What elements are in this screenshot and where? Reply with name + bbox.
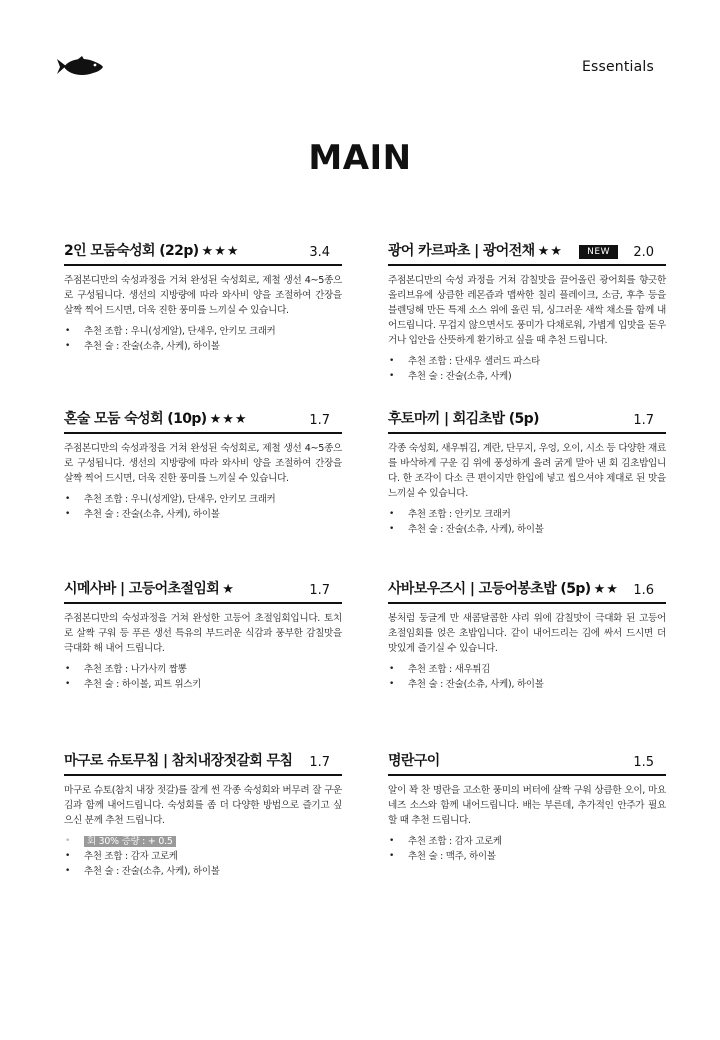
recommended-drink: • 추천 술 : 잔술(소츄, 사케), 하이볼 — [388, 677, 666, 692]
menu-item — [64, 410, 342, 522]
recommended-combo: • 추천 조합 : 우니(성게알), 단새우, 안키모 크래커 — [64, 324, 342, 339]
menu-item-name: 명란구이 — [388, 753, 440, 769]
recommended-drink: • 추천 술 : 잔술(소츄, 사케), 하이볼 — [64, 507, 342, 522]
menu-item-description: 주점본디만의 숙성과정을 거쳐 완성한 고등어 초절임회입니다. 토치로 살짝 구워 등 푸른 생선 특유의 부드러운 식감과 풍부한 감칠맛을 극대화 해 내어 드립니다. — [64, 613, 342, 654]
recommended-combo: • 추천 조합 : 나가사끼 짬뽕 — [64, 662, 342, 677]
recommended-drink: • 추천 술 : 잔술(소츄, 사케) — [388, 369, 666, 384]
menu-item — [64, 242, 342, 354]
menu-item-name: 마구로 슈토무침 | 참치내장젓갈회 무침 — [64, 753, 293, 769]
menu-item — [64, 580, 342, 692]
recommendation-list — [64, 324, 342, 354]
new-badge: NEW — [579, 245, 618, 259]
recommendation-list — [64, 492, 342, 522]
menu-item-header — [64, 752, 342, 776]
extra-option — [64, 834, 342, 849]
menu-item-price: 1.7 — [633, 413, 654, 428]
menu-item-header — [64, 242, 342, 266]
menu-item-name: 후토마끼 | 회김초밥 (5p) — [388, 411, 539, 427]
rating-stars: ★★ — [593, 582, 619, 597]
recommendation-list — [388, 662, 666, 692]
menu-item-header — [388, 242, 666, 266]
rating-stars: ★★★ — [201, 244, 240, 259]
menu-item-description: 알이 꽉 찬 명란을 고소한 풍미의 버터에 살짝 구워 상큼한 오이, 마요네즈 소스와 함께 내어드립니다. 배는 부른데, 추가적인 안주가 필요할 때 추천 드립니다. — [388, 785, 666, 826]
recommended-combo: • 추천 조합 : 안키모 크래커 — [388, 507, 666, 522]
menu-item-header — [388, 580, 666, 604]
extra-option-highlight: 회 30% 증량 : + 0.5 — [84, 836, 176, 847]
recommendation-list — [388, 354, 666, 384]
menu-item-description: 주점본디만의 숙성과정을 거쳐 완성된 숙성회로, 제철 생선 4~5종으로 구성됩니다. 생선의 지방량에 따라 와사비 양을 조절하여 간장을 살짝 찍어 드시면, 더욱 진한 풍미를 느끼실 수 있습니다. — [64, 443, 342, 484]
menu-item — [388, 410, 666, 537]
menu-item-description: 봉처럼 둥글게 만 새콤달콤한 샤리 위에 감칠맛이 극대화 된 고등어 초절임회를 얹은 초밥입니다. 같이 내어드리는 김에 싸서 드시면 더 맛있게 즐기실 수 있습니다. — [388, 613, 666, 654]
page-title: MAIN — [308, 138, 412, 178]
recommendation-list — [64, 834, 342, 879]
rating-stars: ★★★ — [209, 412, 248, 427]
recommended-combo: • 추천 조합 : 감자 고로케 — [64, 849, 342, 864]
recommendation-list — [388, 507, 666, 537]
menu-item-description: 주점본디만의 숙성과정을 거쳐 완성된 숙성회로, 제철 생선 4~5종으로 구성됩니다. 생선의 지방량에 따라 와사비 양을 조절하여 간장을 살짝 찍어 드시면, 더욱 진한 풍미를 느끼실 수 있습니다. — [64, 275, 342, 316]
rating-stars: ★★ — [537, 244, 563, 259]
recommended-drink: • 추천 술 : 잔술(소츄, 사케), 하이볼 — [64, 339, 342, 354]
menu-item-header — [388, 752, 666, 776]
header — [0, 0, 720, 100]
menu-item-header — [388, 410, 666, 434]
menu-item-name: 사바보우즈시 | 고등어봉초밥 (5p) ★★ — [388, 581, 619, 597]
recommended-drink: • 추천 술 : 맥주, 하이볼 — [388, 849, 666, 864]
menu-item — [388, 580, 666, 692]
menu-item-header — [64, 410, 342, 434]
menu-item-description: 주점본디만의 숙성 과정을 거쳐 감칠맛을 끌어올린 광어회를 향긋한 올리브유에 상큼한 레몬즙과 맵싸한 칠리 플레이크, 소금, 후추 등을 블렌딩해 만든 특제 소스 위에 올린 뒤, 싱그러운 새싹 채소를 함께 내어드립니다. 무겁지 않으면서도 풍미가 다채로워, 가볍게 입맛을 돋우거나 입안을 산뜻하게 환기하고 싶을 때 추천 드립니다. — [388, 275, 666, 346]
menu-item-price: 1.7 — [309, 413, 330, 428]
menu-item-name: 광어 카르파초 | 광어전채 ★★ — [388, 243, 563, 259]
recommendation-list — [388, 834, 666, 864]
menu-item-price: 1.6 — [633, 583, 654, 598]
menu-item-name: 2인 모둠숙성회 (22p) ★★★ — [64, 243, 240, 259]
menu-item-price: 1.7 — [309, 755, 330, 770]
menu-item-header — [64, 580, 342, 604]
brand-label: Essentials — [581, 59, 654, 75]
recommendation-list — [64, 662, 342, 692]
recommended-combo: • 추천 조합 : 새우튀김 — [388, 662, 666, 677]
menu-item-price: 2.0 — [633, 245, 654, 260]
recommended-combo: • 추천 조합 : 단새우 샐러드 파스타 — [388, 354, 666, 369]
menu-item-description: 각종 숙성회, 새우튀김, 계란, 단무지, 우엉, 오이, 시소 등 다양한 재료를 바삭하게 구운 김 위에 풍성하게 올려 굵게 말아 낸 회 김초밥입니다. 한 조각이 다소 큰 편이지만 한입에 넣고 씹으셔야 제대로 된 맛을 느끼실 수 있습니다. — [388, 443, 666, 499]
recommended-combo: • 추천 조합 : 감자 고로케 — [388, 834, 666, 849]
fish-logo-icon — [57, 56, 103, 78]
menu-item-name: 혼술 모둠 숙성회 (10p) ★★★ — [64, 411, 248, 427]
menu-item — [388, 752, 666, 864]
recommended-drink: • 추천 술 : 잔술(소츄, 사케), 하이볼 — [388, 522, 666, 537]
menu-item-price: 3.4 — [309, 245, 330, 260]
menu-item-price: 1.5 — [633, 755, 654, 770]
menu-item — [388, 242, 666, 384]
menu-item-description: 마구로 슈토(참치 내장 젓갈)를 잘게 썬 각종 숙성회와 버무려 잘 구운 김과 함께 내어드립니다. 숙성회를 좀 더 다양한 방법으로 즐기고 싶으신 분께 추천 드립니다. — [64, 785, 342, 826]
recommended-combo: • 추천 조합 : 우니(성게알), 단새우, 안키모 크래커 — [64, 492, 342, 507]
menu-item — [64, 752, 342, 879]
recommended-drink: • 추천 술 : 하이볼, 피트 위스키 — [64, 677, 342, 692]
recommended-drink: • 추천 술 : 잔술(소츄, 사케), 하이볼 — [64, 864, 342, 879]
menu-item-price: 1.7 — [309, 583, 330, 598]
rating-stars: ★ — [222, 582, 235, 597]
menu-item-name: 시메사바 | 고등어초절임회 ★ — [64, 581, 235, 597]
